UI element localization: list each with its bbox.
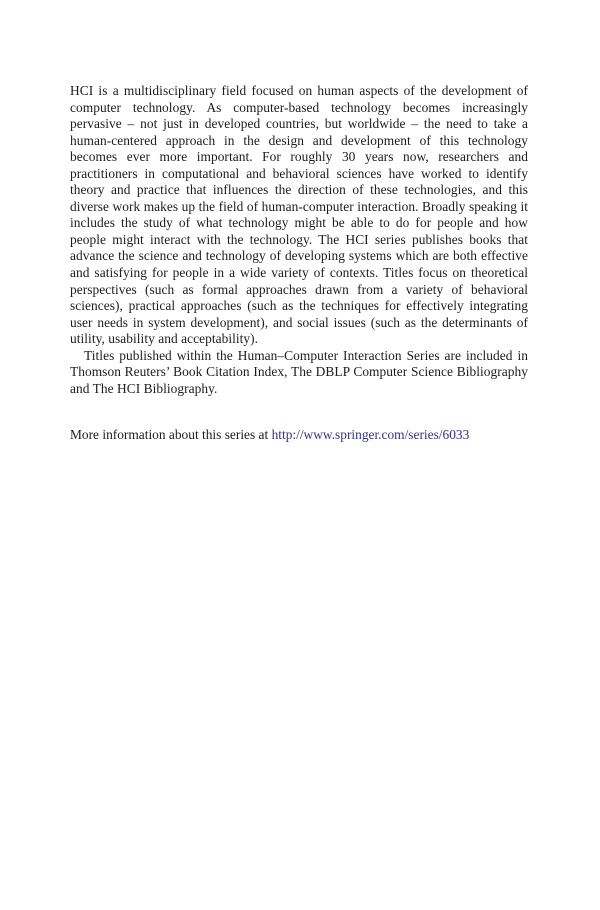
- book-series-page: [70, 83, 528, 444]
- series-url-link[interactable]: http://www.springer.com/series/6033: [271, 427, 470, 443]
- series-description-paragraph: HCI is a multidisciplinary field focused on human aspects of the development of computer technology. As computer-based technology becomes increasingly pervasive – not just in developed countries, but worldwide – the need to take a human-centered approach in the design and development of this technology becomes ever more important. For roughly 30 years now, researchers and practitioners in computational and behavioral sciences have worked to identify theory and practice that influences the direction of these technologies, and this diverse work makes up the field of human-computer interaction. Broadly speaking it includes the study of what technology might be able to do for people and how people might interact with the technology. The HCI series publishes books that advance the science and technology of developing systems which are both effective and satisfying for people in a wide variety of contexts. Titles focus on theoretical perspectives (such as formal approaches drawn from a variety of behavioral sciences), practical approaches (such as the techniques for effectively integrating user needs in system development), and social issues (such as the determinants of utility, usability and acceptability).: [70, 83, 528, 347]
- more-info-line: [70, 427, 528, 444]
- more-info-text: More information about this series at: [70, 427, 272, 443]
- indexing-paragraph: Titles published within the Human–Computer Interaction Series are included in Thomson Reuters’ Book Citation Index, The DBLP Computer Science Bibliography and The HCI Bibliography.: [70, 347, 528, 396]
